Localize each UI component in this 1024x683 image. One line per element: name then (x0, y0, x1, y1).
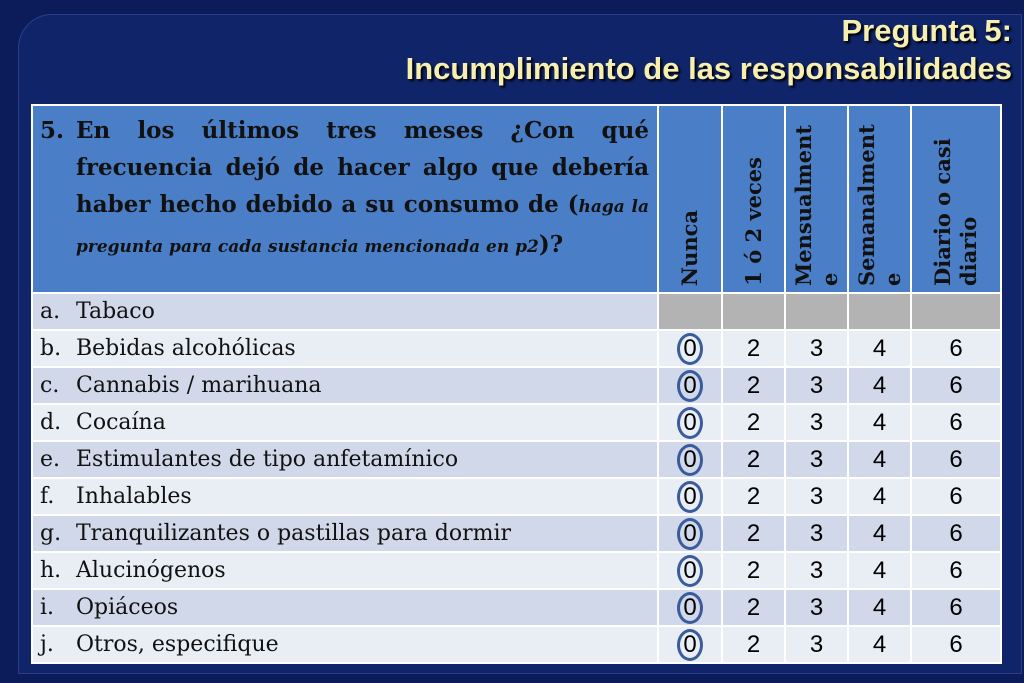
substance-letter: b. (40, 336, 62, 361)
substance-label: Estimulantes de tipo anfetamínico (76, 447, 459, 472)
score-cell[interactable] (722, 515, 785, 552)
score-value: 3 (809, 334, 824, 362)
score-cell[interactable] (785, 404, 848, 441)
score-value: 2 (746, 519, 761, 547)
substance-label: Opiáceos (76, 595, 179, 620)
score-value: 2 (746, 482, 761, 510)
score-cell[interactable] (658, 441, 722, 478)
table-row (32, 552, 1001, 589)
score-cell[interactable] (658, 478, 722, 515)
question-cell (32, 105, 658, 293)
score-value: 0 (683, 408, 697, 436)
score-cell[interactable] (848, 330, 911, 367)
question-text-end: )? (538, 231, 564, 258)
table-row (32, 589, 1001, 626)
score-cell[interactable] (785, 589, 848, 626)
column-label: 1 ó 2 veces (740, 157, 766, 286)
score-cell[interactable] (848, 367, 911, 404)
score-cell[interactable] (911, 330, 1001, 367)
title-line-1: Pregunta 5: (841, 13, 1012, 48)
score-cell[interactable] (848, 515, 911, 552)
score-cell[interactable] (911, 589, 1001, 626)
substance-letter: h. (40, 558, 62, 583)
score-value: 6 (949, 334, 963, 362)
substance-letter: j. (40, 632, 54, 657)
disabled-cell (722, 293, 785, 330)
substance-cell (32, 478, 658, 515)
substance-label: Tabaco (76, 299, 155, 324)
column-label: Semanalment e (853, 124, 905, 286)
table-row (32, 367, 1001, 404)
score-value: 2 (746, 334, 761, 362)
score-value: 2 (746, 630, 761, 658)
score-value: 4 (872, 593, 887, 621)
column-label: Nunca (677, 209, 702, 286)
substance-cell (32, 404, 658, 441)
score-value: 6 (949, 482, 963, 510)
table-row (32, 515, 1001, 552)
score-value: 0 (683, 482, 697, 510)
score-cell[interactable] (658, 404, 722, 441)
substance-cell (32, 589, 658, 626)
column-label: Mensualment e (790, 124, 842, 286)
score-cell[interactable] (658, 515, 722, 552)
substance-label: Otros, especifique (76, 632, 279, 657)
table-row (32, 478, 1001, 515)
score-cell[interactable] (785, 330, 848, 367)
score-cell[interactable] (785, 367, 848, 404)
score-value: 3 (809, 445, 824, 473)
score-cell[interactable] (722, 552, 785, 589)
score-value: 4 (872, 630, 887, 658)
score-cell[interactable] (848, 552, 911, 589)
score-cell[interactable] (785, 478, 848, 515)
table-row (32, 404, 1001, 441)
substance-letter: c. (40, 373, 60, 398)
score-value: 3 (809, 408, 824, 436)
score-cell[interactable] (848, 589, 911, 626)
score-cell[interactable] (911, 404, 1001, 441)
score-value: 0 (683, 334, 697, 362)
column-header-diario (911, 105, 1001, 293)
score-cell[interactable] (722, 626, 785, 663)
substance-label: Cocaína (76, 410, 166, 435)
score-value: 6 (949, 630, 963, 658)
score-cell[interactable] (785, 552, 848, 589)
table-row (32, 441, 1001, 478)
score-value: 2 (746, 371, 761, 399)
score-value: 4 (872, 519, 887, 547)
substance-cell (32, 441, 658, 478)
score-cell[interactable] (658, 626, 722, 663)
score-value: 3 (809, 630, 824, 658)
score-value: 6 (949, 445, 963, 473)
score-cell[interactable] (722, 330, 785, 367)
score-value: 0 (683, 593, 697, 621)
score-cell[interactable] (848, 626, 911, 663)
score-cell[interactable] (848, 404, 911, 441)
score-cell[interactable] (722, 478, 785, 515)
substance-letter: a. (40, 299, 61, 324)
score-value: 0 (683, 519, 697, 547)
column-header-mensualmente (785, 105, 848, 293)
substance-letter: g. (40, 521, 62, 546)
substance-cell (32, 367, 658, 404)
substance-cell (32, 293, 658, 330)
score-value: 6 (949, 408, 963, 436)
score-value: 6 (949, 519, 963, 547)
score-value: 4 (872, 445, 887, 473)
substance-cell (32, 552, 658, 589)
substance-label: Alucinógenos (76, 558, 226, 583)
score-cell[interactable] (658, 367, 722, 404)
substance-label: Tranquilizantes o pastillas para dormir (76, 521, 512, 546)
question-number: 5. (40, 117, 65, 144)
score-value: 3 (809, 593, 824, 621)
score-cell[interactable] (911, 478, 1001, 515)
score-value: 0 (683, 630, 697, 658)
substance-cell (32, 626, 658, 663)
score-value: 2 (746, 408, 761, 436)
score-cell[interactable] (785, 626, 848, 663)
score-cell[interactable] (911, 441, 1001, 478)
score-value: 6 (949, 556, 963, 584)
score-value: 4 (872, 556, 887, 584)
substance-cell (32, 330, 658, 367)
score-cell[interactable] (658, 589, 722, 626)
score-value: 4 (872, 371, 887, 399)
substance-letter: f. (40, 484, 55, 509)
column-label: Diario o casi diario (930, 138, 981, 286)
score-cell[interactable] (658, 330, 722, 367)
disabled-cell (658, 293, 722, 330)
score-value: 4 (872, 408, 887, 436)
table-row-tabaco (32, 293, 1001, 330)
substance-label: Bebidas alcohólicas (76, 336, 296, 361)
table-row (32, 330, 1001, 367)
substance-letter: e. (40, 447, 61, 472)
score-cell[interactable] (785, 515, 848, 552)
disabled-cell (848, 293, 911, 330)
substance-label: Inhalables (76, 484, 192, 509)
disabled-cell (911, 293, 1001, 330)
score-value: 2 (746, 556, 761, 584)
score-value: 4 (872, 334, 887, 362)
score-cell[interactable] (911, 626, 1001, 663)
title-line-2: Incumplimiento de las responsabilidades (405, 51, 1012, 86)
score-cell[interactable] (658, 552, 722, 589)
substance-letter: d. (40, 410, 62, 435)
score-cell[interactable] (848, 478, 911, 515)
question-text (76, 112, 649, 266)
slide-title (406, 12, 1012, 88)
score-value: 3 (809, 519, 824, 547)
score-cell[interactable] (911, 367, 1001, 404)
score-cell[interactable] (848, 441, 911, 478)
score-cell[interactable] (722, 367, 785, 404)
score-value: 6 (949, 371, 963, 399)
score-value: 2 (746, 593, 761, 621)
column-header-1-2-veces (722, 105, 785, 293)
score-cell[interactable] (722, 441, 785, 478)
substance-label: Cannabis / marihuana (76, 373, 322, 398)
substance-cell (32, 515, 658, 552)
score-value: 4 (872, 482, 887, 510)
score-value: 3 (809, 482, 824, 510)
score-cell[interactable] (911, 515, 1001, 552)
question-instruction: haga la pregunta para cada sustancia mencionada en p2 (76, 197, 649, 257)
score-value: 0 (683, 445, 697, 473)
score-value: 6 (949, 593, 963, 621)
score-cell[interactable] (722, 404, 785, 441)
score-value: 3 (809, 371, 824, 399)
score-value: 0 (683, 556, 697, 584)
score-value: 0 (683, 371, 697, 399)
score-value: 2 (746, 445, 761, 473)
score-cell[interactable] (785, 441, 848, 478)
column-header-nunca (658, 105, 722, 293)
disabled-cell (785, 293, 848, 330)
column-header-semanalmente (848, 105, 911, 293)
score-cell[interactable] (911, 552, 1001, 589)
header-row (32, 105, 1001, 293)
table-row (32, 626, 1001, 663)
score-value: 3 (809, 556, 824, 584)
score-cell[interactable] (722, 589, 785, 626)
question-text-main: En los últimos tres meses ¿Con qué frecuencia dejó de hacer algo que debería haber hecho debido a su consumo de ( (76, 117, 649, 218)
substance-letter: i. (40, 595, 55, 620)
question-table (31, 104, 1002, 664)
